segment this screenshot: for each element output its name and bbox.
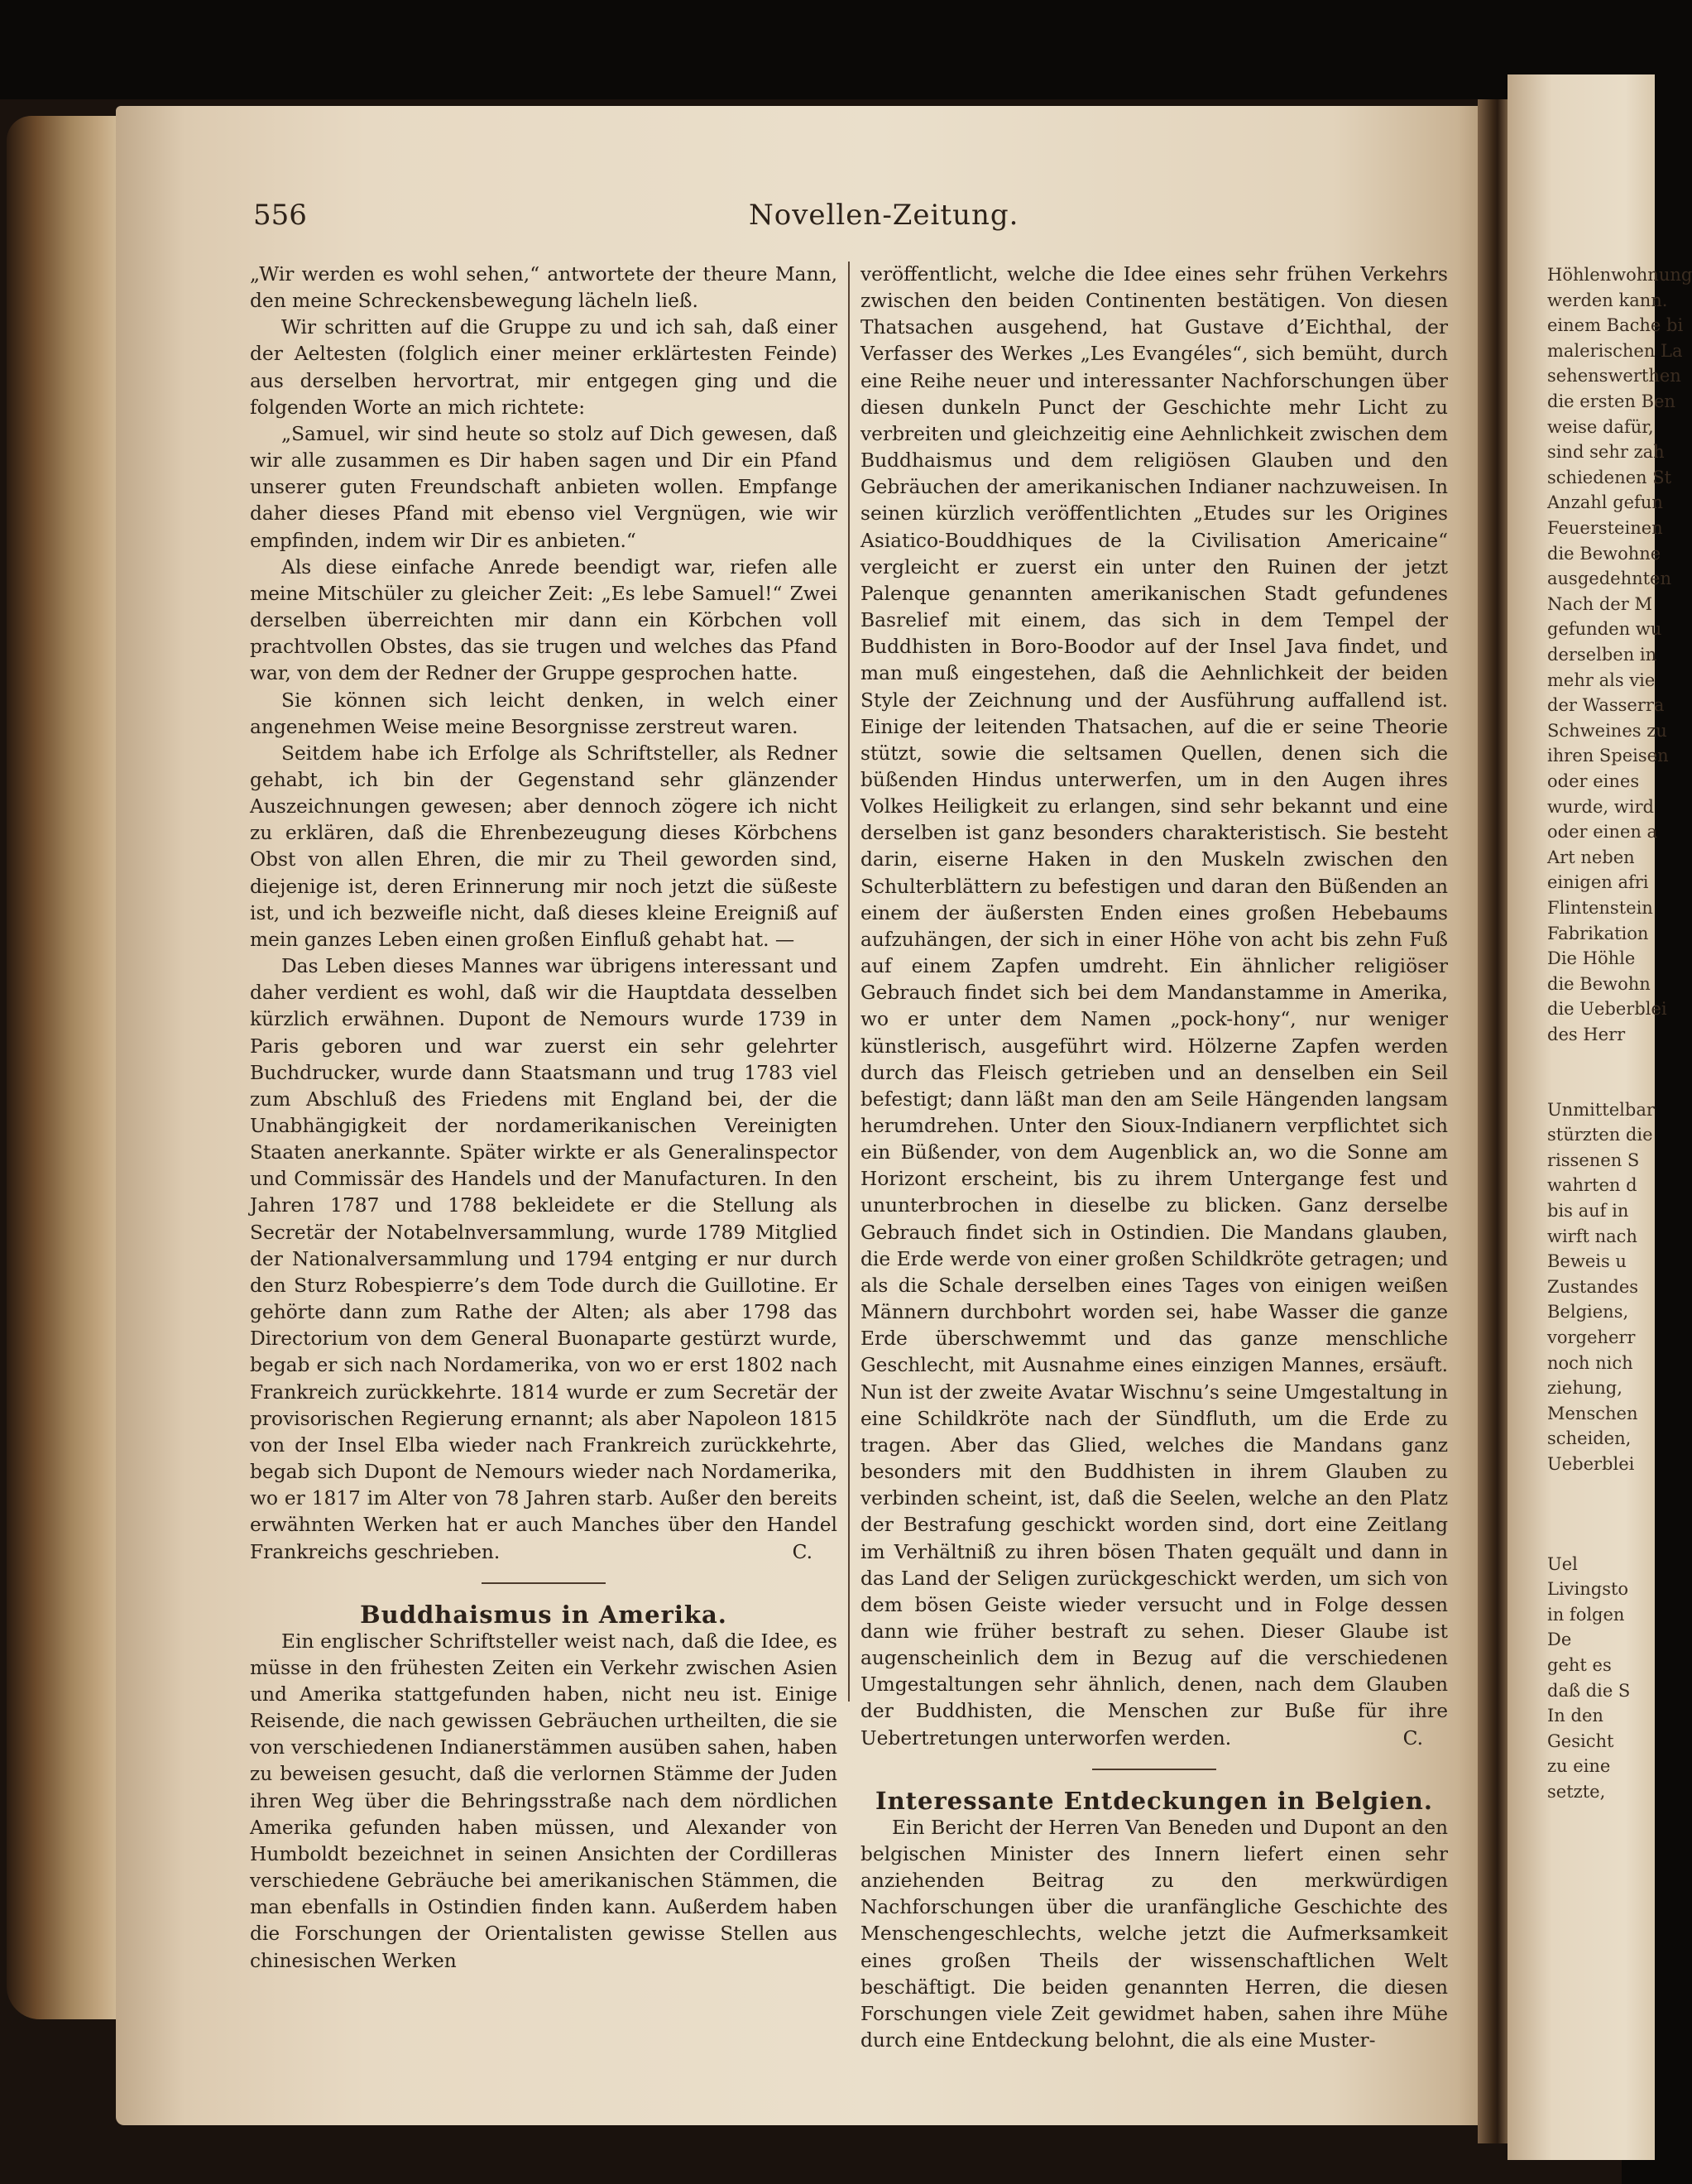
- facing-page-fragment: Feuersteinen: [1547, 518, 1663, 538]
- facing-page-fragment: derselben in: [1547, 645, 1657, 665]
- facing-page-fragment: wirft nach: [1547, 1226, 1637, 1246]
- facing-page-fragment: zu eine: [1547, 1756, 1611, 1777]
- facing-page-fragment: des Herr: [1547, 1025, 1626, 1044]
- facing-page-fragment: Zustandes: [1547, 1276, 1639, 1297]
- paragraph: Ein Bericht der Herren Van Beneden und Dupont an den belgischen Minister des Innern liefert einen sehr anziehenden Beitrag zu den merkwürdigen Nachforschungen über die uranfängliche Geschichte des Menschengeschlechts, welche jetzt die Aufmerksamkeit eines großen Theils der wissenschaftlichen Welt beschäftigt. Die beiden genannten Herren, die diesen Forschungen viele Zeit gewidmet haben, sahen ihre Mühe durch eine Entdeckung belohnt, die als eine Muster-: [860, 1816, 1448, 2052]
- facing-page-fragment: Beweis u: [1547, 1251, 1627, 1272]
- paragraph: Ein englischer Schriftsteller weist nach, daß die Idee, es müsse in den frühesten Zeiten ein Verkehr zwischen Asien und Amerika stattgefunden haben, nicht neu ist. Einige Reisende, die nach gewissen Gebräuchen urtheilten, die sie von verschiedenen Indianerstämmen ausüben sahen, haben zu beweisen gesucht, daß die verlornen Stämme der Juden ihren Weg über die Behringsstraße nach dem nördlichen Amerika gefunden haben müssen, und Alexander von Humboldt bezeichnet in seinen Ansichten der Cordilleras verschiedene Gebräuche bei amerikanischen Stämmen, die man ebenfalls in Ostindien finden kann. Außerdem haben die Forschungen der Orientalisten gewisse Stellen aus chinesischen Werken: [250, 1630, 837, 1972]
- facing-page-fragment: sind sehr zah: [1547, 442, 1665, 463]
- facing-page-fragment: mehr als vie: [1547, 670, 1656, 690]
- facing-page-fragment: Art neben: [1547, 847, 1635, 867]
- section-heading: Interessante Entdeckungen in Belgien.: [875, 1786, 1433, 1815]
- page-stack-edge: [7, 116, 124, 2019]
- facing-page-fragment: sehenswerthen: [1547, 366, 1681, 386]
- paragraph: Wir schritten auf die Gruppe zu und ich sah, daß einer der Aeltesten (folglich einer meiner erklärtesten Feinde) aus derselben hervortrat, mir entgegen ging und die folgenden Worte an mich richtete:: [250, 316, 837, 419]
- paragraph: „Samuel, wir sind heute so stolz auf Dich gewesen, daß wir alle zusammen es Dir haben sagen und Dir ein Pfand unserer guten Freundschaft anbieten wollen. Empfange daher dieses Pfand mit ebenso viel Vergnügen, wie wir empfinden, indem wir Dir es anbieten.“: [250, 422, 837, 552]
- page-number: 556: [253, 199, 307, 232]
- section-divider: [1092, 1769, 1216, 1770]
- facing-page-fragment: die Bewohn: [1547, 973, 1651, 994]
- facing-page-fragment: In den: [1547, 1706, 1603, 1726]
- facing-page-fragment: die ersten Ben: [1547, 391, 1675, 411]
- facing-page-fragment: Nach der M: [1547, 593, 1652, 614]
- facing-page-fragment: einigen afri: [1547, 872, 1649, 893]
- right-column: [860, 262, 1448, 2054]
- facing-page-fragment: ziehung,: [1547, 1378, 1622, 1399]
- facing-page-fragment: wurde, wird: [1547, 796, 1654, 817]
- paragraph: [250, 953, 837, 1566]
- facing-page-fragment: einem Bache bi: [1547, 315, 1684, 336]
- facing-page-fragment: oder einen a: [1547, 822, 1658, 842]
- facing-page-fragment: geht es: [1547, 1655, 1612, 1675]
- paragraph: [860, 262, 1448, 1752]
- facing-page-fragment: weise dafür,: [1547, 416, 1654, 437]
- facing-page-fragment: schiedenen St: [1547, 467, 1672, 487]
- facing-page-fragment: vorgeherr: [1547, 1327, 1636, 1347]
- facing-page-fragment: malerischen La: [1547, 340, 1683, 361]
- facing-page-fragment: Unmittelbar: [1547, 1099, 1655, 1120]
- signature: C.: [792, 1540, 812, 1563]
- facing-page-fragment: Livingsto: [1547, 1579, 1629, 1600]
- column-rule: [848, 262, 850, 1702]
- facing-page-fragment: ausgedehnten: [1547, 569, 1672, 589]
- facing-page-fragment: in folgen: [1547, 1604, 1625, 1625]
- facing-page-fragment: wahrten d: [1547, 1175, 1637, 1196]
- paragraph: Als diese einfache Anrede beendigt war, riefen alle meine Mitschüler zu gleicher Zeit: „Es lebe Samuel!“ Zwei derselben überreichten mir dann ein Körbchen voll prachtvollen Obstes, das sie trugen und welches das Pfand war, von dem der Redner der Gruppe gesprochen hatte.: [250, 555, 837, 685]
- paragraph-text: Das Leben dieses Mannes war übrigens interessant und daher verdient es wohl, daß wir die Hauptdata desselben kürzlich erwähnen. Dupont de Nemours wurde 1739 in Paris geboren und war zuerst ein sehr gelehrter Buchdrucker, wurde dann Staatsmann und trug 1783 viel zum Abschluß des Friedens mit England bei, der die Unabhängigkeit der nordamerikanischen Vereinigten Staaten anerkannte. Später wirkte er als Generalinspector und Commissär des Handels und der Manufacturen. In den Jahren 1787 und 1788 bekleidete er die Stellung als Secretär der Notabelnversammlung, wurde 1789 Mitglied der Nationalversammlung und 1794 entging er nur durch den Sturz Robespierre’s dem Tode durch die Guillotine. Er gehörte dann zum Rathe der Alten; als aber 1798 das Directorium von dem General Buonaparte gestürzt wurde, begab er sich nach Nordamerika, von wo er erst 1802 nach Frankreich zurückkehrte. 1814 wurde er zum Secretär der provisorischen Regierung ernannt; als aber Napoleon 1815 von der Insel Elba wieder nach Frankreich zurückkehrte, begab sich Dupont de Nemours wieder nach Nordamerika, wo er 1817 im Alter von 78 Jahren starb. Außer den bereits erwähnten Werken hat er auch Manches über den Handel Frankreichs geschrieben.: [250, 955, 837, 1563]
- facing-page-fragment: rissenen S: [1547, 1150, 1640, 1170]
- paragraph: „Wir werden es wohl sehen,“ antwortete der theure Mann, den meine Schreckensbewegung lächeln ließ.: [250, 263, 837, 313]
- facing-page-fragment: oder eines: [1547, 771, 1640, 791]
- section-divider: [482, 1582, 606, 1584]
- paragraph: Seitdem habe ich Erfolge als Schriftsteller, als Redner gehabt, ich bin der Gegenstand sehr glänzender Auszeichnungen gewesen; aber dennoch zögere ich nicht zu erklären, daß die Ehrenbezeugung dieses Körbchens Obst von allen Ehren, die mir zu Theil geworden sind, diejenige ist, deren Erinnerung mir noch jetzt die süßeste ist, und ich bezweifle nicht, daß dieses kleine Ereigniß auf mein ganzes Leben einen großen Einfluß gehabt hat. —: [250, 742, 837, 951]
- facing-page-fragment: Anzahl gefun: [1547, 492, 1663, 513]
- facing-page-fragment: Gesicht: [1547, 1730, 1614, 1751]
- paragraph-text: veröffentlicht, welche die Idee eines sehr frühen Verkehrs zwischen den beiden Continenten bestätigen. Von diesen Thatsachen ausgehend, hat Gustave d’Eichthal, der Verfasser des Werkes „Les Evangéles“, sich bemüht, durch eine Reihe neuer und interessanter Nachforschungen über diesen dunkeln Punct der Geschichte mehr Licht zu verbreiten und gleichzeitig eine Aehnlichkeit zwischen dem Buddhaismus und dem religiösen Glauben und den Gebräuchen der amerikanischen Indianer nachzuweisen. In seinen kürzlich veröffentlichten „Etudes sur les Origines Asiatico-Bouddhiques de la Civilisation Americaine“ vergleicht er zuerst ein unter den Ruinen der jetzt Palenque genannten amerikanischen Stadt gefundenes Basrelief mit einem, das sich in dem Tempel der Buddhisten in Boro-Boodor auf der Insel Java findet, und man muß eingestehen, daß die Aehnlichkeit der beiden Style der Zeichnung und der Ausführung auffallend ist. Einige der leitenden Thatsachen, auf die er seine Theorie stützt, sowie die seltsamen Quellen, denen sich die büßenden Hindus unterwerfen, um in den Augen ihres Volkes Heiligkeit zu erlangen, sind sehr bekannt und eine derselben ist ganz besonders charakteristisch. Sie besteht darin, eiserne Haken in den Muskeln zwischen den Schulterblättern zu befestigen und daran den Büßenden an einem der äußersten Enden eines großen Hebebaums aufzuhängen, der sich in einer Höhe von acht bis zehn Fuß auf einem Zapfen umdreht. Ein ähnlicher religiöser Gebrauch findet sich bei dem Mandanstamme in Amerika, wo er unter dem Namen „pock-hony“, nur weniger künstlerisch, ausgeführt wird. Hölzerne Zapfen werden durch das Fleisch getrieben und an denselben ein Seil befestigt; dann läßt man den am Seile Hängenden langsam herumdrehen. Unter den Sioux-Indianern verpflichtet sich ein Büßender, von dem Augenblick an, wo die Sonne am Horizont erscheint, bis zu ihrem Untergange fest und ununterbrochen in dieselbe zu blicken. Ganz derselbe Gebrauch findet sich in Ostindien. Die Mandans glauben, die Erde werde von einer großen Schildkröte getragen; und als die Schale derselben eines Tages von einigen weißen Männern durchbohrt worden sei, habe Wasser die ganze Erde überschwemmt und das ganze menschliche Geschlecht, mit Ausnahme eines einzigen Mannes, ersäuft. Nun ist der zweite Avatar Wischnu’s seine Umgestaltung in eine Schildkröte nach der Sündfluth, um die Erde zu tragen. Aber das Glied, welches die Mandans ganz besonders mit den Buddhisten in ihrem Glauben zu verbinden scheint, ist, daß die Seelen, welche an den Platz der Bestrafung geschickt worden sind, dort eine Zeitlang im Verhältniß zu ihren bösen Thaten gequält und dann in das Land der Seligen zurückgeschickt werden, um sich von dem bösen Geiste wieder versucht und in Folge dessen dann wie früher bestraft zu sehen. Dieser Glaube ist augenscheinlich dem in Bezug auf die verschiedenen Umgestaltungen sehr ähnlich, denen, nach dem Glauben der Buddhisten, die Menschen zur Buße für ihre Uebertretungen unterworfen werden.: [860, 263, 1448, 1750]
- facing-page-fragment: Uel: [1547, 1553, 1578, 1574]
- facing-page-fragment: Fabrikation: [1547, 923, 1649, 943]
- facing-page-fragment: Belgiens,: [1547, 1302, 1629, 1322]
- facing-page-fragment: die Ueberblei: [1547, 999, 1667, 1020]
- facing-page-fragment: daß die S: [1547, 1680, 1631, 1701]
- running-title: Novellen-Zeitung.: [749, 199, 1019, 232]
- facing-page-fragment: stürzten die: [1547, 1125, 1653, 1145]
- facing-page-fragment: werden kann.: [1547, 290, 1668, 310]
- facing-page-fragment: Menschen: [1547, 1403, 1638, 1423]
- facing-page: [1507, 74, 1692, 2160]
- book-gutter: [1478, 99, 1511, 2143]
- section-heading: Buddhaismus in Amerika.: [360, 1600, 727, 1629]
- facing-page-fragment: Flintenstein: [1547, 898, 1653, 918]
- facing-page-fragment: der Wasserra: [1547, 695, 1665, 716]
- facing-page-fragment: bis auf in: [1547, 1201, 1629, 1221]
- left-column: [250, 262, 837, 1975]
- facing-page-fragment: Die Höhle: [1547, 948, 1636, 969]
- facing-page-fragment: Schweines zu: [1547, 720, 1667, 741]
- facing-page-fragment: Höhlenwohnung: [1547, 265, 1692, 285]
- facing-page-fragment: gefunden wu: [1547, 619, 1662, 640]
- facing-page-fragment: setzte,: [1547, 1782, 1606, 1802]
- facing-page-fragment: Ueberblei: [1547, 1454, 1635, 1474]
- paragraph: Sie können sich leicht denken, in welch einer angenehmen Weise meine Besorgnisse zerstreut waren.: [250, 689, 837, 738]
- facing-page-fragment: die Bewohne: [1547, 543, 1661, 564]
- signature: C.: [1402, 1726, 1423, 1750]
- facing-page-fragment: scheiden,: [1547, 1428, 1632, 1449]
- facing-page-fragment: noch nich: [1547, 1352, 1633, 1373]
- facing-page-fragment: De: [1547, 1630, 1572, 1650]
- facing-page-fragment: ihren Speisen: [1547, 746, 1669, 766]
